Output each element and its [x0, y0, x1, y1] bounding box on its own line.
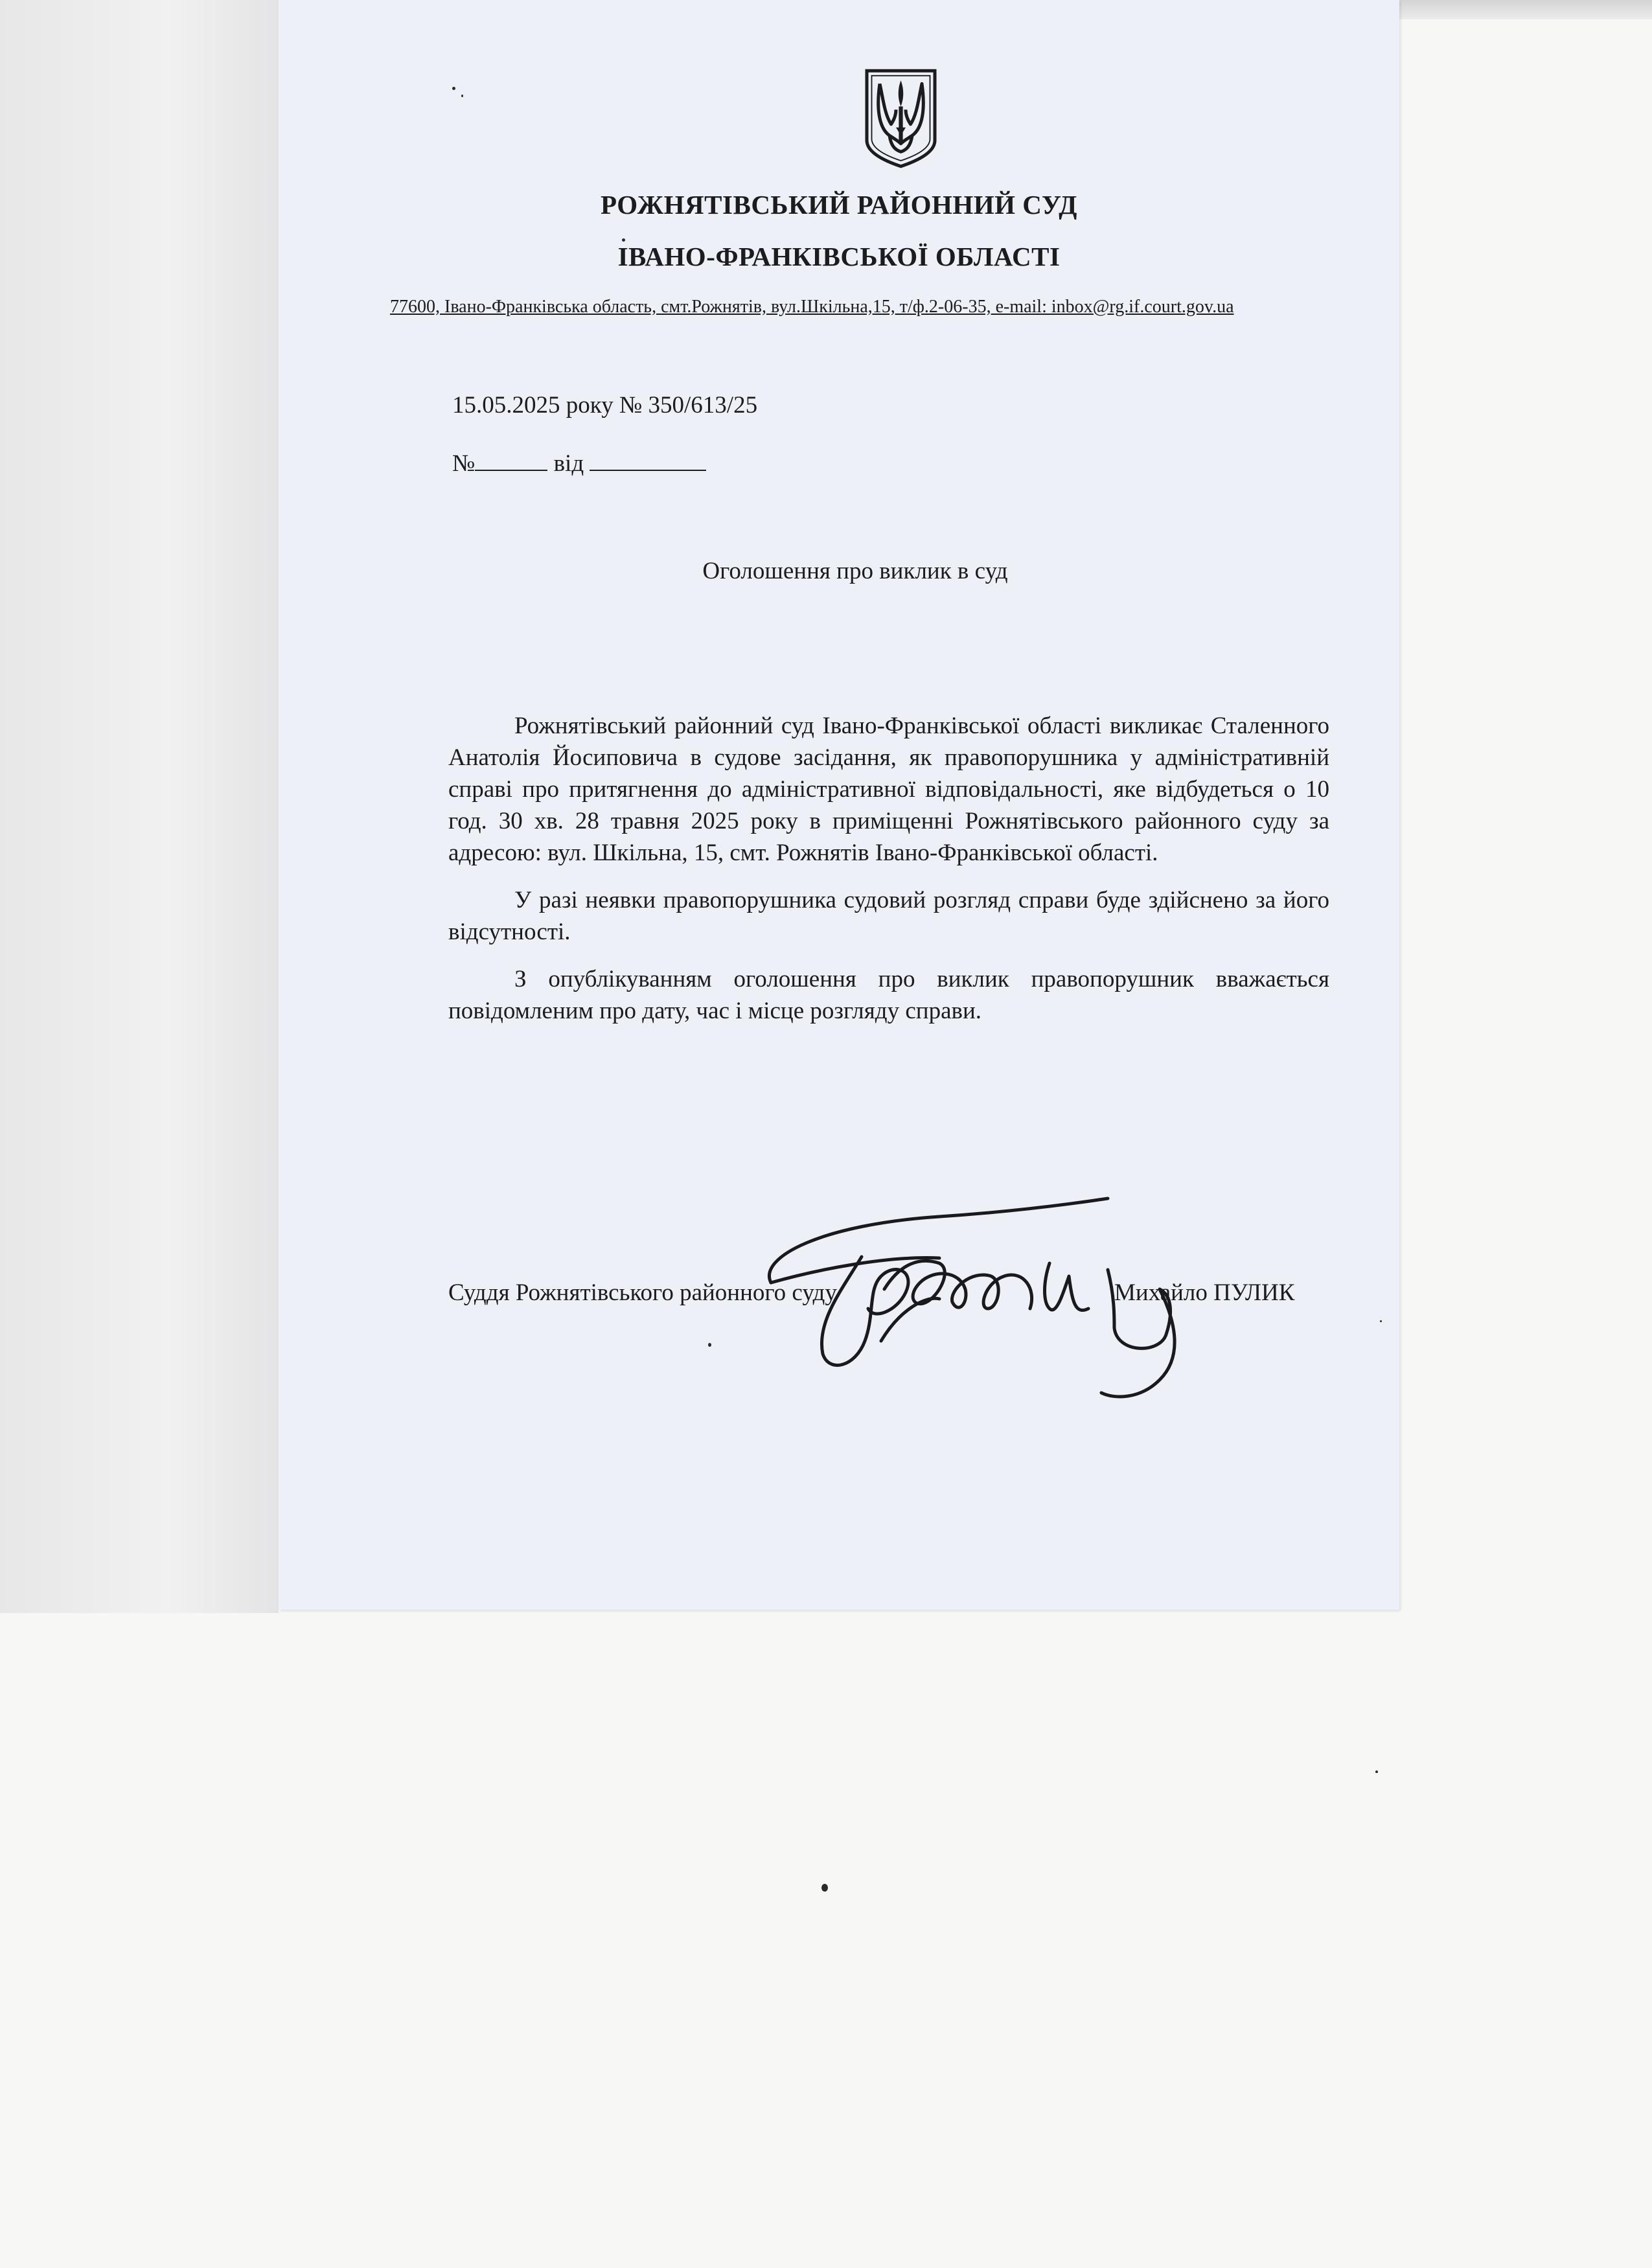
scan-speck [821, 1884, 828, 1892]
incoming-date-blank [590, 450, 706, 471]
document-page [279, 0, 1399, 1610]
paragraph-notice: З опублікуванням оголошення про виклик правопорушник вважається повідомленим про дату, час і місце розгляду справи. [448, 966, 1329, 1024]
court-address: 77600, Івано-Франківська область, смт.Рожнятів, вул.Шкільна,15, т/ф.2-06-35, e-mail: inbox@rg.if.court.gov.ua [390, 297, 1234, 317]
paragraph-absence: У разі неявки правопорушника судовий розгляд справи буде здійснено за його відсутності. [448, 887, 1329, 945]
incoming-reference [452, 450, 706, 477]
incoming-number-blank [475, 450, 547, 471]
handwritten-signature-icon [745, 1186, 1211, 1406]
coat-of-arms-trident-icon [860, 65, 941, 172]
scan-speck [1380, 1320, 1382, 1322]
document-body [448, 710, 1329, 1042]
scan-speck [461, 95, 463, 97]
scan-speck [452, 87, 455, 90]
paragraph-summons: Рожнятівський районний суд Івано-Франківської області викликає Сталенного Анатолія Йосиповича в судове засідання, як правопорушника у адміністративній справі про притягнення до адміністративної відповідальності, яке відбудеться о 10 год. 30 хв. 28 травня 2025 року в приміщенні Рожнятівського районного суду за адресою: вул. Шкільна, 15, смт. Рожнятів Івано-Франківської області. [448, 713, 1329, 866]
scan-speck [1375, 1770, 1378, 1773]
court-name: РОЖНЯТІВСЬКИЙ РАЙОННИЙ СУД [600, 190, 1078, 220]
outgoing-reference: 15.05.2025 року № 350/613/25 [452, 392, 758, 418]
document-title: Оголошення про виклик в суд [702, 558, 1008, 584]
incoming-from-label: від [553, 450, 584, 477]
incoming-number-label: № [452, 450, 476, 477]
court-region: ІВАНО-ФРАНКІВСЬКОЇ ОБЛАСТІ [617, 242, 1061, 271]
signer-position: Суддя Рожнятівського районного суду [448, 1279, 837, 1306]
signer-name: Михайло ПУЛИК [1114, 1279, 1295, 1306]
scan-speck [622, 238, 625, 242]
scan-background [0, 0, 279, 1613]
scan-speck [708, 1343, 711, 1347]
